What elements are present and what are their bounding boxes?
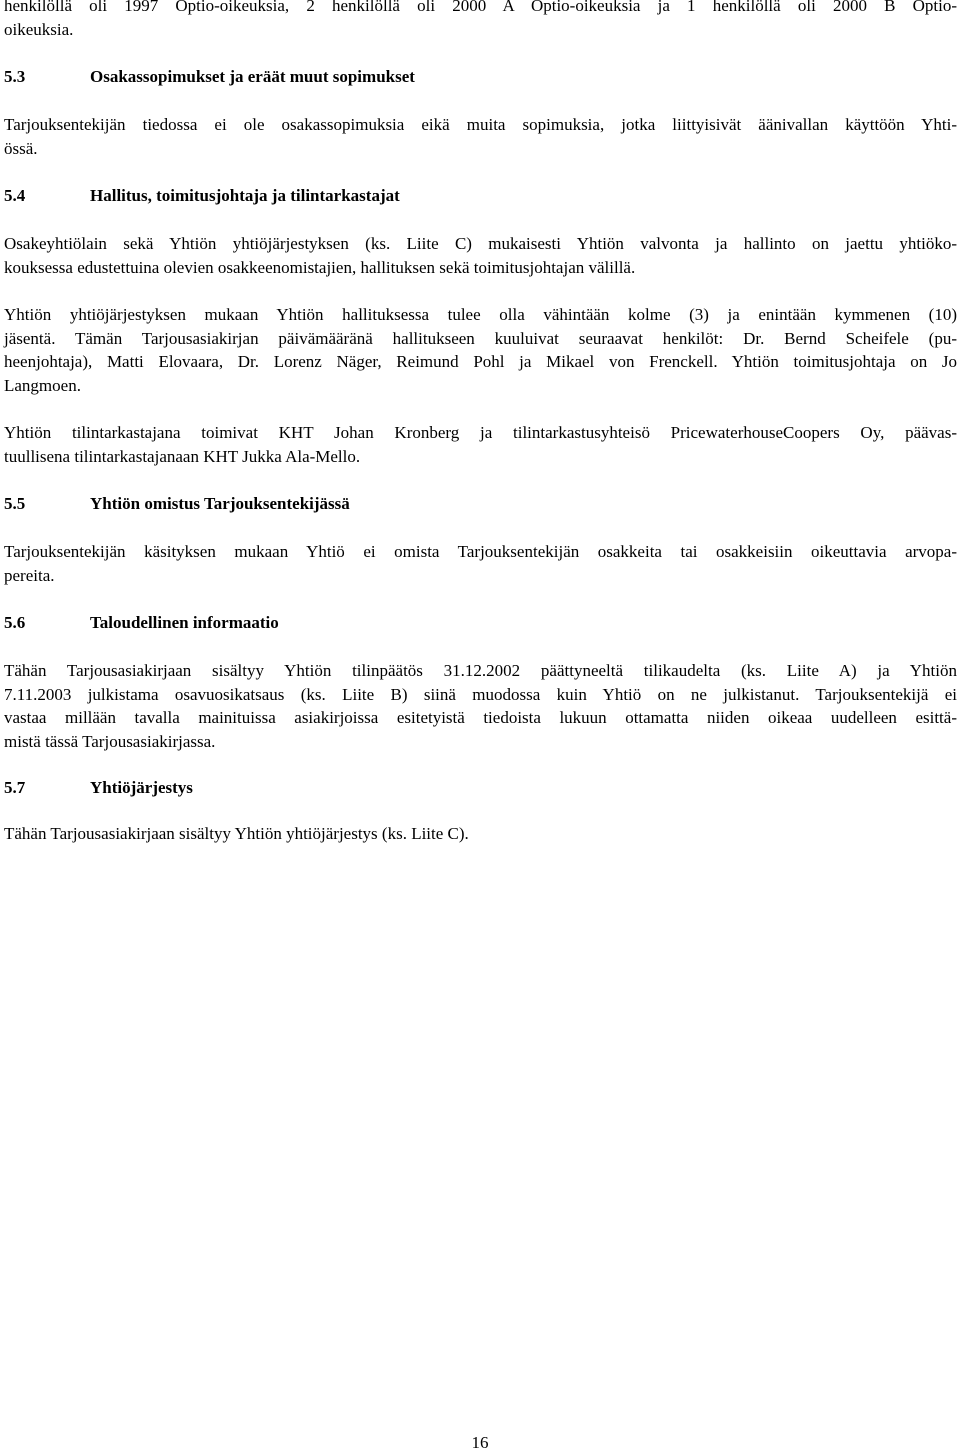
text-line: Osakeyhtiölain sekä Yhtiön yhtiöjärjestyksen (ks. Liite C) mukaisesti Yhtiön valvonta ja hallinto on jaettu yhtiöko- xyxy=(4,234,957,253)
section-5-6-paragraph xyxy=(4,659,957,753)
text-line: pereita. xyxy=(4,565,55,585)
text-line: vastaa millään tavalla mainituissa asiakirjoissa esitetyistä tiedoista lukuun ottamatta niiden oikeaa uudelleen esittä- xyxy=(4,708,957,727)
section-number: 5.4 xyxy=(4,186,26,205)
text-line: tuullisena tilintarkastajanaan KHT Jukka Ala-Mello. xyxy=(4,446,361,466)
intro-paragraph xyxy=(4,0,957,41)
section-5-4-paragraph-1 xyxy=(4,232,957,279)
section-5-4-paragraph-3 xyxy=(4,421,957,468)
section-heading-5-7 xyxy=(4,776,957,800)
text-line: heenjohtaja), Matti Elovaara, Dr. Lorenz Näger, Reimund Pohl ja Mikael von Frenckell. Yhtiön toimitusjohtaja on Jo xyxy=(4,352,957,371)
text-line: oikeuksia. xyxy=(4,19,74,39)
section-5-4-paragraph-2 xyxy=(4,303,957,397)
section-5-7-paragraph xyxy=(4,822,957,846)
section-5-5-paragraph xyxy=(4,540,957,587)
section-title: Yhtiön omistus Tarjouksentekijässä xyxy=(90,494,350,513)
section-heading-5-5 xyxy=(4,492,957,516)
section-number: 5.7 xyxy=(4,778,26,797)
section-title: Taloudellinen informaatio xyxy=(90,613,279,632)
text-line: össä. xyxy=(4,138,38,158)
text-line: Tarjouksentekijän käsityksen mukaan Yhtiö ei omista Tarjouksentekijän osakkeita tai osakkeisiin oikeuttavia arvopa- xyxy=(4,542,957,561)
section-number: 5.6 xyxy=(4,613,26,632)
section-title: Yhtiöjärjestys xyxy=(90,778,193,797)
text-line: mistä tässä Tarjousasiakirjassa. xyxy=(4,731,216,751)
text-line: Tähän Tarjousasiakirjaan sisältyy Yhtiön yhtiöjärjestys (ks. Liite C). xyxy=(4,824,469,843)
text-line: Tarjouksentekijän tiedossa ei ole osakassopimuksia eikä muita sopimuksia, jotka liittyisivät äänivallan käyttöön Yhti- xyxy=(4,115,957,134)
section-5-3-paragraph xyxy=(4,113,957,160)
text-line: henkilöllä oli 1997 Optio-oikeuksia, 2 henkilöllä oli 2000 A Optio-oikeuksia ja 1 henkilöllä oli 2000 B Optio- xyxy=(4,0,957,15)
text-line: Yhtiön tilintarkastajana toimivat KHT Johan Kronberg ja tilintarkastusyhteisö PricewaterhouseCoopers Oy, päävas- xyxy=(4,423,957,442)
section-number: 5.3 xyxy=(4,67,26,86)
text-line: kouksessa edustettuina olevien osakkeenomistajien, hallituksen sekä toimitusjohtajan välillä. xyxy=(4,257,636,277)
section-title: Hallitus, toimitusjohtaja ja tilintarkastajat xyxy=(90,186,400,205)
section-heading-5-3 xyxy=(4,65,957,89)
text-line: Yhtiön yhtiöjärjestyksen mukaan Yhtiön hallituksessa tulee olla vähintään kolme (3) ja enintään kymmenen (10) xyxy=(4,305,957,324)
section-heading-5-6 xyxy=(4,611,957,635)
section-heading-5-4 xyxy=(4,184,957,208)
text-line: jäsentä. Tämän Tarjousasiakirjan päivämääränä hallitukseen kuuluivat seuraavat henkilöt: Dr. Bernd Scheifele (pu- xyxy=(4,328,957,348)
text-line: 7.11.2003 julkistama osavuosikatsaus (ks. Liite B) siinä muodossa kuin Yhtiö on ne julkistanut. Tarjouksentekijä ei xyxy=(4,684,957,704)
section-title: Osakassopimukset ja eräät muut sopimukset xyxy=(90,67,415,86)
page-number: 16 xyxy=(471,1433,489,1452)
text-line: Langmoen. xyxy=(4,375,81,395)
text-line: Tähän Tarjousasiakirjaan sisältyy Yhtiön tilinpäätös 31.12.2002 päättyneeltä tilikaudelta (ks. Liite A) ja Yhtiön xyxy=(4,661,957,680)
section-number: 5.5 xyxy=(4,494,26,513)
